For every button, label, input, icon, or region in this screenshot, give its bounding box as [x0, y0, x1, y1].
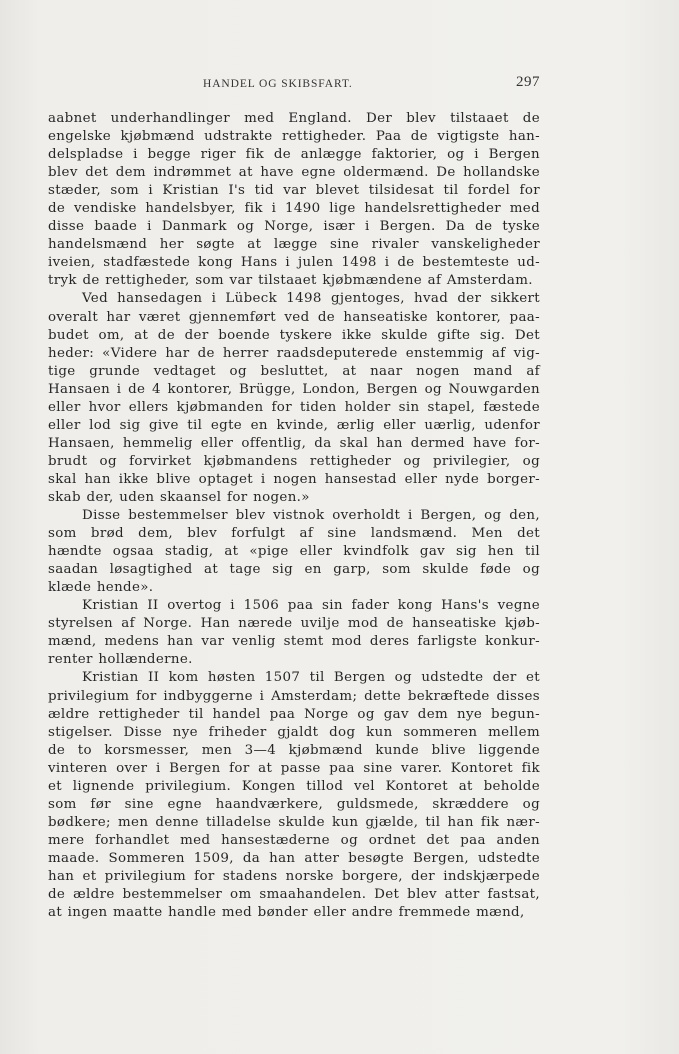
text-line: Kristian II overtog i 1506 paa sin fader kong Hans's vegne: [82, 598, 540, 614]
body-text: [48, 110, 540, 922]
text-line: stæder, som i Kristian I's tid var blevet tilsidesat til fordel for: [48, 183, 540, 199]
paragraph: [48, 110, 540, 290]
text-line: delspladse i begge riger fik de anlægge faktorier, og i Bergen: [48, 147, 540, 163]
text-line: de to korsmesser, men 3—4 kjøbmænd kunde blive liggende: [48, 742, 540, 758]
text-line: handelsmænd her søgte at lægge sine rivaler vanskeligheder: [48, 237, 540, 253]
text-line: skab der, uden skaansel for nogen.»: [48, 489, 310, 505]
text-line: de ældre bestemmelser om smaahandelen. Det blev atter fastsat,: [48, 887, 540, 903]
paragraph: [48, 507, 540, 597]
text-line: blev det dem indrømmet at have egne oldermænd. De hollandske: [48, 165, 540, 181]
text-line: disse baade i Danmark og Norge, især i Bergen. Da de tyske: [48, 219, 540, 235]
text-line: stigelser. Disse nye friheder gjaldt dog kun sommeren mellem: [48, 724, 540, 740]
text-line: eller hvor ellers kjøbmanden for tiden holder sin stapel, fæstede: [48, 399, 540, 415]
text-line: styrelsen af Norge. Han nærede uvilje mod de hanseatiske kjøb-: [48, 616, 540, 632]
text-line: Kristian II kom høsten 1507 til Bergen og udstedte der et: [82, 670, 540, 686]
text-line: skal han ikke blive optaget i nogen hansestad eller nyde borger-: [48, 471, 540, 487]
text-line: klæde hende».: [48, 580, 154, 596]
text-line: at ingen maatte handle med bønder eller andre fremmede mænd,: [48, 905, 525, 921]
text-line: eller lod sig give til egte en kvinde, ærlig eller uærlig, udenfor: [48, 417, 540, 433]
text-line: vinteren over i Bergen for at passe paa sine varer. Kontoret fik: [48, 760, 540, 776]
text-line: maade. Sommeren 1509, da han atter besøgte Bergen, udstedte: [48, 850, 540, 866]
text-line: aabnet underhandlinger med England. Der blev tilstaaet de: [48, 111, 540, 126]
text-line: mænd, medens han var venlig stemt mod deres farligste konkur-: [48, 634, 540, 650]
text-line: som brød dem, blev forfulgt af sine landsmænd. Men det: [48, 526, 540, 542]
text-line: saadan løsagtighed at tage sig en garp, som skulde føde og: [48, 562, 540, 578]
running-title: HANDEL OG SKIBSFART.: [203, 78, 353, 90]
text-line: tige grunde vedtaget og besluttet, at naar nogen mand af: [48, 363, 540, 379]
text-line: heder: «Videre har de herrer raadsdeputerede enstemmig af vig-: [48, 345, 540, 361]
paragraph: [48, 290, 540, 507]
text-line: som før sine egne haandværkere, guldsmede, skræddere og: [48, 796, 540, 812]
text-line: mere forhandlet med hansestæderne og ordnet det paa anden: [48, 832, 540, 848]
text-line: brudt og forvirket kjøbmandens rettigheder og privilegier, og: [48, 453, 540, 469]
text-line: budet om, at de der boende tyskere ikke skulde gifte sig. Det: [48, 327, 540, 343]
text-line: engelske kjøbmænd udstrakte rettigheder. Paa de vigtigste han-: [48, 129, 540, 145]
text-line: de vendiske handelsbyer, fik i 1490 lige handelsrettigheder med: [48, 201, 540, 217]
text-line: privilegium for indbyggerne i Amsterdam; dette bekræftede disses: [48, 688, 540, 704]
paragraph: [48, 597, 540, 669]
page-header: [48, 74, 540, 94]
text-line: overalt har været gjennemført ved de hanseatiske kontorer, paa-: [48, 309, 540, 325]
text-line: ældre rettigheder til handel paa Norge og gav dem nye begun-: [48, 706, 540, 722]
page-number: 297: [516, 74, 540, 90]
paragraph: [48, 669, 540, 922]
text-line: Hansaen, hemmelig eller offentlig, da skal han dermed have for-: [48, 435, 540, 451]
text-line: tryk de rettigheder, som var tilstaaet kjøbmændene af Amsterdam.: [48, 273, 533, 289]
text-line: Disse bestemmelser blev vistnok overholdt i Bergen, og den,: [82, 508, 540, 524]
text-line: han et privilegium for stadens norske borgere, der indskjærpede: [48, 868, 540, 884]
text-line: hændte ogsaa stadig, at «pige eller kvindfolk gav sig hen til: [48, 544, 540, 560]
text-line: iveien, stadfæstede kong Hans i julen 1498 i de bestemteste ud-: [48, 255, 540, 271]
text-line: bødkere; men denne tilladelse skulde kun gjælde, til han fik nær-: [48, 814, 540, 830]
text-line: Hansaen i de 4 kontorer, Brügge, London, Bergen og Nouwgarden: [48, 381, 540, 397]
text-line: renter hollænderne.: [48, 652, 193, 668]
text-line: Ved hansedagen i Lübeck 1498 gjentoges, hvad der sikkert: [82, 291, 540, 307]
text-line: et lignende privilegium. Kongen tillod vel Kontoret at beholde: [48, 778, 540, 794]
